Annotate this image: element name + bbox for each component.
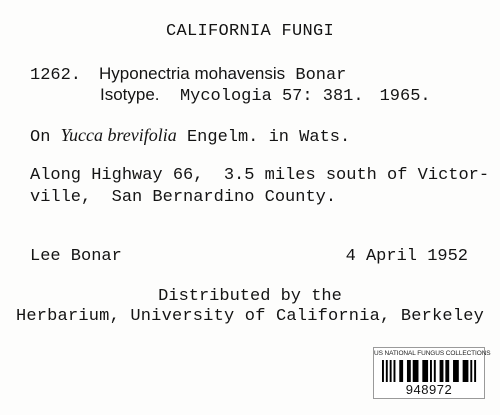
distribution-line-1: Distributed by the <box>158 287 342 306</box>
barcode-bars <box>382 360 478 382</box>
barcode-bar <box>430 360 432 382</box>
host-authority: Engelm. in Wats. <box>186 128 351 147</box>
species-author-prefix <box>285 66 295 85</box>
barcode-bar <box>399 360 403 382</box>
barcode-bar <box>445 360 449 382</box>
host-line <box>30 125 350 148</box>
collection-date: 4 April 1952 <box>345 247 468 266</box>
collector-name: Lee Bonar <box>30 247 122 266</box>
barcode-bar <box>470 360 472 382</box>
species-name: Hyponectria mohavensis <box>99 64 286 83</box>
publication-reference: Mycologia 57: 381. <box>179 87 364 106</box>
species-author: Bonar <box>295 66 347 85</box>
locality-line-1: Along Highway 66, 3.5 miles south of Victor- <box>30 166 490 185</box>
ref-gap <box>160 87 180 106</box>
barcode-bar <box>434 360 436 382</box>
barcode-bar <box>382 360 384 382</box>
distribution-line-2: Herbarium, University of California, Berkeley <box>15 307 485 326</box>
barcode-bar <box>394 360 396 382</box>
barcode-bar <box>440 360 444 382</box>
label-title: CALIFORNIA FUNGI <box>165 22 335 41</box>
barcode-bar <box>407 360 411 382</box>
barcode-bar <box>474 360 476 382</box>
barcode-bar <box>422 360 428 382</box>
barcode-bar <box>453 360 459 382</box>
publication-line <box>100 85 431 107</box>
host-prefix: On <box>30 128 51 147</box>
publication-year: 1965. <box>379 87 431 106</box>
barcode-number: 948972 <box>405 382 453 397</box>
type-status: Isotype. <box>100 85 160 104</box>
barcode-bar <box>386 360 388 382</box>
specimen-name-line <box>30 64 346 86</box>
barcode-bar <box>390 360 392 382</box>
barcode-label <box>373 347 491 399</box>
specimen-number: 1262. <box>30 66 82 85</box>
locality-line-2: ville, San Bernardino County. <box>30 188 337 207</box>
barcode-bar <box>463 360 469 382</box>
host-name: Yucca brevifolia <box>60 125 177 145</box>
barcode-bar <box>413 360 419 382</box>
barcode-caption: US NATIONAL FUNGUS COLLECTIONS <box>374 350 491 357</box>
